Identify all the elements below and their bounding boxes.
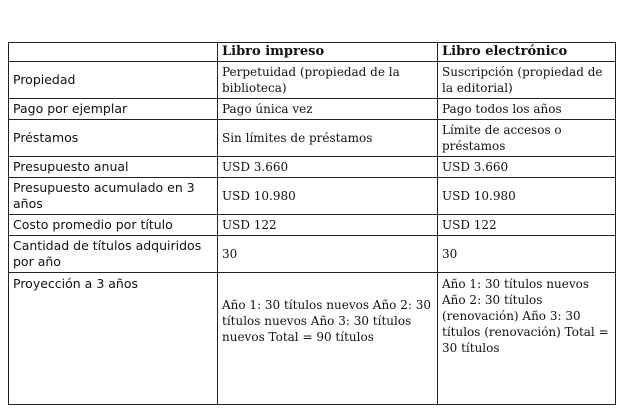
row-label: Presupuesto anual bbox=[9, 157, 218, 178]
electronico-cell: 30 bbox=[438, 236, 616, 273]
impreso-cell: USD 3.660 bbox=[218, 157, 438, 178]
table-header-row bbox=[9, 43, 616, 62]
row-label: Cantidad de títulos adquiridos por año bbox=[9, 236, 218, 273]
table-row bbox=[9, 157, 616, 178]
impreso-cell: 30 bbox=[218, 236, 438, 273]
impreso-cell: Perpetuidad (propiedad de la biblioteca) bbox=[218, 62, 438, 99]
table-row bbox=[9, 178, 616, 215]
table-row bbox=[9, 215, 616, 236]
table-row bbox=[9, 273, 616, 405]
header-empty-cell bbox=[9, 43, 218, 62]
header-libro-impreso: Libro impreso bbox=[218, 43, 438, 62]
row-label: Pago por ejemplar bbox=[9, 99, 218, 120]
electronico-cell: USD 10.980 bbox=[438, 178, 616, 215]
row-label: Proyección a 3 años bbox=[9, 273, 218, 405]
row-label: Costo promedio por título bbox=[9, 215, 218, 236]
electronico-cell: Año 1: 30 títulos nuevos Año 2: 30 títulos (renovación) Año 3: 30 títulos (renovación) Total = 30 títulos bbox=[438, 273, 616, 405]
impreso-cell: USD 122 bbox=[218, 215, 438, 236]
impreso-cell: Pago única vez bbox=[218, 99, 438, 120]
electronico-cell: Suscripción (propiedad de la editorial) bbox=[438, 62, 616, 99]
table-row bbox=[9, 62, 616, 99]
row-label: Presupuesto acumulado en 3 años bbox=[9, 178, 218, 215]
electronico-cell: USD 3.660 bbox=[438, 157, 616, 178]
comparison-table bbox=[8, 42, 616, 405]
table-row bbox=[9, 120, 616, 157]
impreso-cell: Sin límites de préstamos bbox=[218, 120, 438, 157]
row-label: Propiedad bbox=[9, 62, 218, 99]
impreso-cell: Año 1: 30 títulos nuevos Año 2: 30 títulos nuevos Año 3: 30 títulos nuevos Total = 90 títulos bbox=[218, 273, 438, 405]
header-libro-electronico: Libro electrónico bbox=[438, 43, 616, 62]
table-row bbox=[9, 236, 616, 273]
impreso-cell: USD 10.980 bbox=[218, 178, 438, 215]
table-row bbox=[9, 99, 616, 120]
electronico-cell: USD 122 bbox=[438, 215, 616, 236]
row-label: Préstamos bbox=[9, 120, 218, 157]
electronico-cell: Pago todos los años bbox=[438, 99, 616, 120]
electronico-cell: Límite de accesos o préstamos bbox=[438, 120, 616, 157]
